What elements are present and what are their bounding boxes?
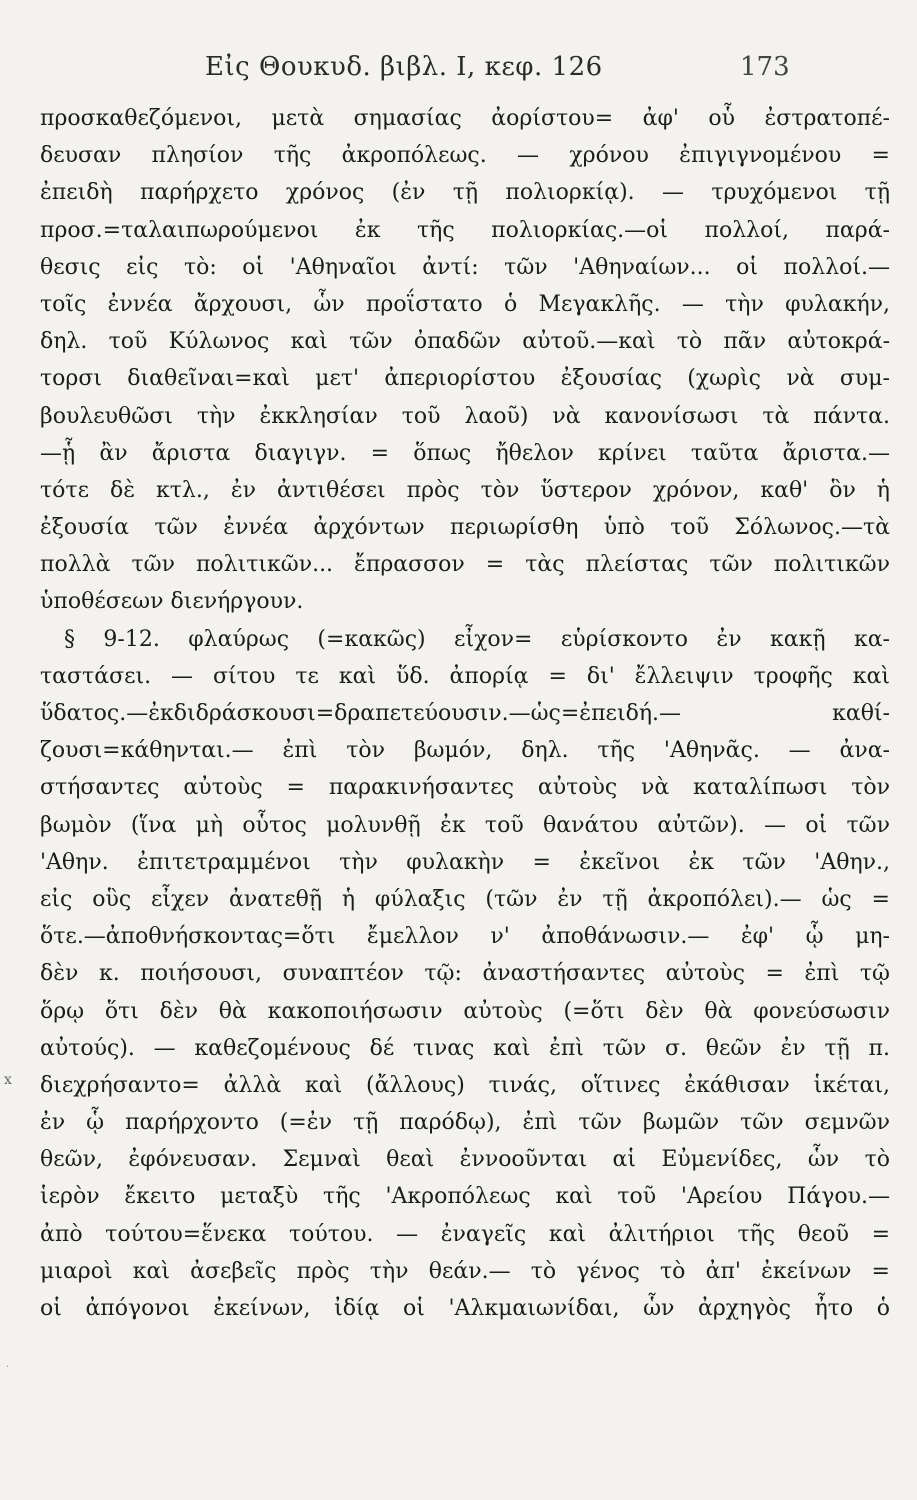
page-number: 173 <box>740 52 790 82</box>
text-line: δὲν κ. ποιήσουσι, συναπτέον τῷ: ἀναστήσαντες αὐτοὺς = ἐπὶ τῷ <box>40 961 890 987</box>
text-line: 'Αθην. ἐπιτετραμμένοι τὴν φυλακὴν = ἐκεῖνοι ἐκ τῶν 'Αθην., <box>40 849 890 875</box>
text-line: ὑποθέσεων διενήργουν. <box>40 589 304 615</box>
page-header <box>0 46 917 90</box>
text-line: ἐν ᾧ παρήρχοντο (=ἐν τῇ παρόδῳ), ἐπὶ τῶν βωμῶν τῶν σεμνῶν <box>40 1110 890 1136</box>
text-line: βωμὸν (ἵνα μὴ οὗτος μολυνθῇ ἐκ τοῦ θανάτου αὐτῶν). — οἱ τῶν <box>40 812 890 838</box>
text-line: βουλευθῶσι τὴν ἐκκλησίαν τοῦ λαοῦ) νὰ κανονίσωσι τὰ πάντα. <box>40 403 890 429</box>
text-line: ζουσι=κάθηνται.— ἐπὶ τὸν βωμόν, δηλ. τῆς 'Αθηνᾶς. — ἀνα- <box>40 738 890 764</box>
text-line: μιαροὶ καὶ ἀσεβεῖς πρὸς τὴν θεάν.— τὸ γένος τὸ ἀπ' ἐκείνων = <box>40 1258 890 1284</box>
text-line: ἱερὸν ἔκειτο μεταξὺ τῆς 'Ακροπόλεως καὶ τοῦ 'Αρείου Πάγου.— <box>40 1184 890 1210</box>
text-line: ὅτε.—ἀποθνήσκοντας=ὅτι ἔμελλον ν' ἀποθάνωσιν.— ἐφ' ᾧ μη- <box>40 924 890 950</box>
text-line: § 9-12. φλαύρως (=κακῶς) εἶχον= εὑρίσκοντο ἐν κακῇ κα- <box>64 626 890 652</box>
commentary-text <box>40 100 890 1327</box>
text-line: —ᾗ ἂν ἄριστα διαγιγν. = ὅπως ἤθελον κρίνει ταῦτα ἄριστα.— <box>40 440 890 466</box>
text-line: ταστάσει. — σίτου τε καὶ ὕδ. ἀπορίᾳ = δι' ἔλλειψιν τροφῆς καὶ <box>40 663 890 689</box>
text-line: στήσαντες αὐτοὺς = παρακινήσαντες αὐτοὺς νὰ καταλίπωσι τὸν <box>40 775 890 801</box>
text-line: τότε δὲ κτλ., ἐν ἀντιθέσει πρὸς τὸν ὕστερον χρόνον, καθ' ὃν ἡ <box>40 477 890 503</box>
text-line: ἐπειδὴ παρήρχετο χρόνος (ἐν τῇ πολιορκίᾳ). — τρυχόμενοι τῇ <box>40 180 890 206</box>
text-line: δηλ. τοῦ Κύλωνος καὶ τῶν ὀπαδῶν αὐτοῦ.—καὶ τὸ πᾶν αὐτοκρά- <box>40 329 890 355</box>
text-line: οἱ ἀπόγονοι ἐκείνων, ἰδίᾳ οἱ 'Αλκμαιωνίδαι, ὧν ἀρχηγὸς ἦτο ὁ <box>40 1296 890 1321</box>
text-line: διεχρήσαντο= ἀλλὰ καὶ (ἄλλους) τινάς, οἵτινες ἐκάθισαν ἱκέται, <box>40 1072 890 1098</box>
text-line: δευσαν πλησίον τῆς ἀκροπόλεως. — χρόνου ἐπιγιγνομένου = <box>40 143 890 169</box>
margin-mark: x <box>4 1072 12 1088</box>
text-line: προσκαθεζόμενοι, μετὰ σημασίας ἀορίστου= ἀφ' οὗ ἐστρατοπέ- <box>40 106 890 131</box>
text-line: πολλὰ τῶν πολιτικῶν... ἔπρασσον = τὰς πλείστας τῶν πολιτικῶν <box>40 552 890 578</box>
text-line: ἀπὸ τούτου=ἕνεκα τούτου. — ἐναγεῖς καὶ ἀλιτήριοι τῆς θεοῦ = <box>40 1221 890 1247</box>
text-line: θεσις εἰς τὸ: οἱ 'Αθηναῖοι ἀντί: τῶν 'Αθηναίων... οἱ πολλοί.— <box>40 254 890 280</box>
text-line: ὅρῳ ὅτι δὲν θὰ κακοποιήσωσιν αὐτοὺς (=ὅτι δὲν θὰ φονεύσωσιν <box>40 998 890 1024</box>
text-line: προσ.=ταλαιπωρούμενοι ἐκ τῆς πολιορκίας.—οἱ πολλοί, παρά- <box>40 217 890 243</box>
running-head: Εἰς Θουκυδ. βιβλ. Ι, κεφ. 126 <box>205 52 603 82</box>
text-line: ἐξουσία τῶν ἐννέα ἀρχόντων περιωρίσθη ὑπὸ τοῦ Σόλωνος.—τὰ <box>40 515 890 541</box>
text-line: τορσι διαθεῖναι=καὶ μετ' ἀπεριορίστου ἐξουσίας (χωρὶς νὰ συμ- <box>40 366 890 392</box>
text-line: εἰς οὓς εἶχεν ἀνατεθῇ ἡ φύλαξις (τῶν ἐν τῇ ἀκροπόλει).— ὡς = <box>40 886 890 912</box>
margin-speck: · <box>6 1362 10 1373</box>
text-line: τοῖς ἐννέα ἄρχουσι, ὧν προΐστατο ὁ Μεγακλῆς. — τὴν φυλακήν, <box>40 291 890 317</box>
text-line: ὕδατος.—ἐκδιδράσκουσι=δραπετεύουσιν.—ὡς=ἐπειδή.— καθί- <box>40 701 890 726</box>
text-line: αὐτούς). — καθεζομένους δέ τινας καὶ ἐπὶ τῶν σ. θεῶν ἐν τῇ π. <box>40 1035 890 1061</box>
text-line: θεῶν, ἐφόνευσαν. Σεμναὶ θεαὶ ἐννοοῦνται αἱ Εὐμενίδες, ὧν τὸ <box>40 1147 890 1173</box>
